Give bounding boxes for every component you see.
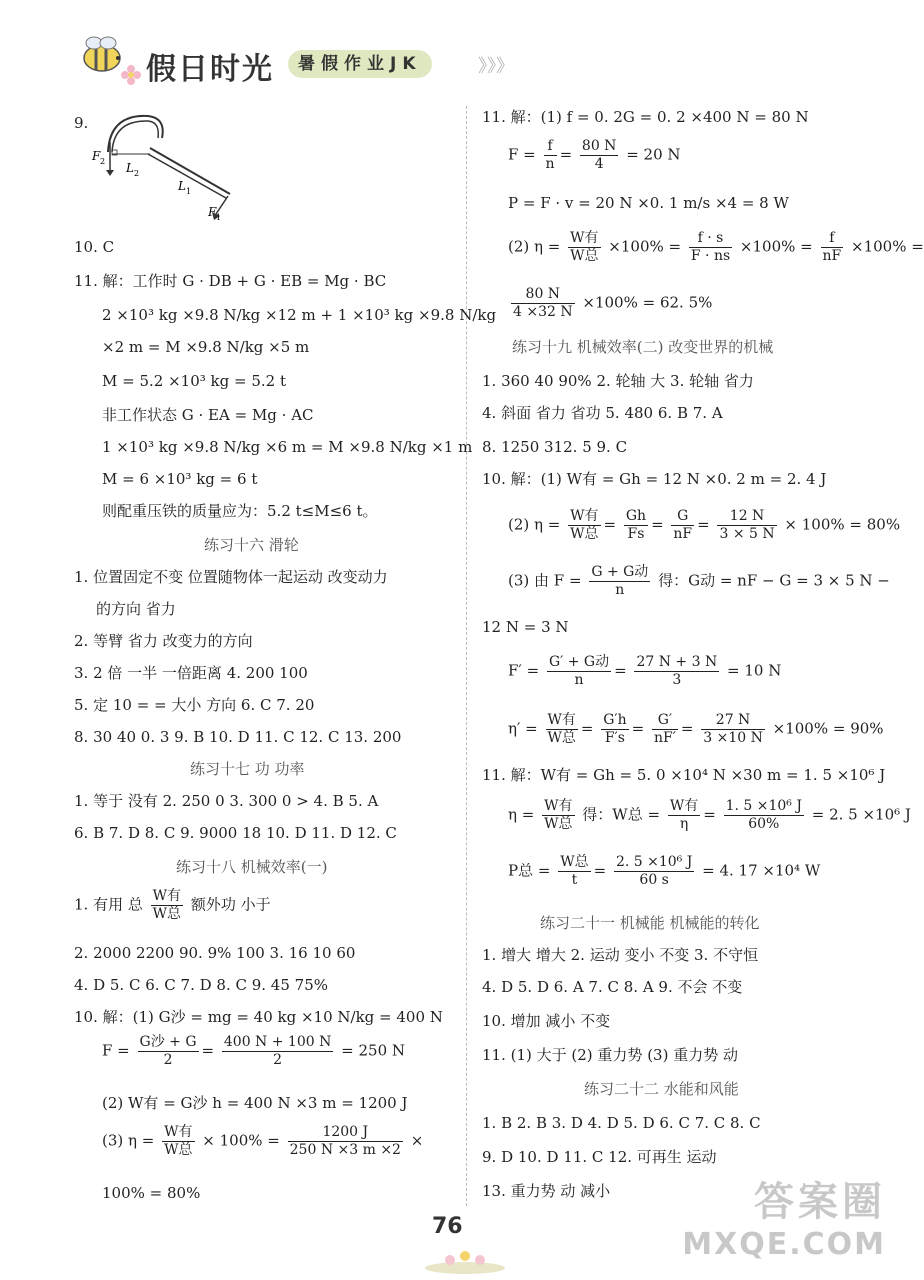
- denominator: η: [679, 816, 689, 832]
- s19-new-efficiency-equation: η′ = $\frac{\text{W有}}{\text{W总}}$ = $\frac{G'h}{F's}$ = $\frac{G'}{nF'}$ = $\frac{27 N}{3 \times 10 N}$ ×100% = 90%: [508, 712, 884, 746]
- answer-11-line5: 非工作状态 G · EA = Mg · AC: [102, 406, 314, 424]
- fraction: [288, 1124, 403, 1159]
- eq-middle: 得：W总 =: [582, 805, 661, 824]
- numerator: 2. 5 ×10⁶ J: [615, 854, 693, 870]
- denominator: n: [545, 156, 555, 172]
- page-header: [70, 30, 530, 100]
- s22-answer-13: 13. 重力势 动 减小: [482, 1182, 611, 1200]
- fraction: [671, 508, 694, 543]
- l2-sub: 2: [134, 169, 140, 178]
- numerator: 80 N: [581, 138, 617, 154]
- s17-answer-6: 6. B 7. D 8. C 9. 9000 18 10. D 11. D 12. C: [74, 824, 397, 842]
- book-title: 假日时光: [146, 52, 274, 87]
- denominator: nF′: [653, 730, 676, 746]
- flower-icon: [120, 64, 142, 86]
- s19-efficiency-equation: (2) η = $\frac{\text{W有}}{\text{W总}}$ = $\frac{Gh}{Fs}$ = $\frac{G}{nF}$ = $\frac{12 N}{3 \times 5 N}$ × 100% = 80%: [508, 508, 901, 542]
- numerator: G′h: [603, 712, 627, 728]
- answer-11-line4: M = 5.2 ×10³ kg = 5.2 t: [102, 372, 286, 390]
- s17-answer-1: 1. 等于 没有 2. 250 0 3. 300 0 > 4. B 5. A: [74, 792, 379, 810]
- eq-suffix: ×100% = 90%: [772, 719, 884, 738]
- eq-suffix: ×: [410, 1131, 424, 1150]
- answer-11-line7: M = 6 ×10³ kg = 6 t: [102, 470, 258, 488]
- eq-suffix: ×100% = 62. 5%: [582, 293, 713, 312]
- numerator: 27 N + 3 N: [636, 654, 718, 670]
- s18-answer-10: 10. 解：(1) G沙 = mg = 40 kg ×10 N/kg = 400 N: [74, 1008, 443, 1026]
- denominator: 3 × 5 N: [719, 526, 775, 542]
- watermark-line2: MXQE.COM: [682, 1227, 886, 1262]
- page-number: 76: [432, 1214, 463, 1239]
- watermark-line1: 答案圈: [754, 1179, 886, 1225]
- s19-answer-8: 8. 1250 312. 5 9. C: [482, 438, 628, 456]
- denominator: nF: [673, 526, 693, 542]
- fraction: [614, 854, 694, 889]
- s18-answer-1-text: 1. 有用 总: [74, 895, 143, 914]
- denominator: W总: [570, 526, 599, 542]
- s21-answer-10: 10. 增加 减小 不变: [482, 1012, 611, 1030]
- s21-answer-4: 4. D 5. D 6. A 7. C 8. A 9. 不会 不变: [482, 978, 743, 996]
- s18-answer-1: [74, 888, 271, 923]
- numerator: W有: [669, 798, 699, 814]
- eq-suffix: = 20 N: [626, 145, 681, 164]
- denominator: 250 N ×3 m ×2: [289, 1142, 401, 1158]
- denominator: 3: [672, 672, 682, 688]
- denominator: t: [571, 872, 578, 888]
- book-subtitle: 暑假作业JK: [288, 50, 432, 78]
- eq-suffix: = 10 N: [727, 661, 782, 680]
- numerator: W有: [152, 888, 182, 904]
- denominator: nF: [822, 248, 842, 264]
- fraction: [511, 286, 575, 321]
- fraction: [634, 654, 719, 689]
- numerator: G + G动: [591, 564, 649, 580]
- fraction: [580, 138, 619, 173]
- section-18-title: 练习十八 机械效率(一): [176, 858, 328, 876]
- fraction: [544, 138, 557, 173]
- eq-prefix: F =: [508, 145, 536, 164]
- numerator: f: [821, 230, 844, 248]
- fraction: [547, 654, 611, 689]
- denominator: 60%: [748, 816, 780, 832]
- column-divider: [466, 106, 467, 1206]
- question-9-label: 9.: [74, 114, 89, 132]
- numerator: W有: [544, 798, 573, 814]
- l1-sub: 1: [186, 187, 192, 196]
- fraction: [624, 508, 648, 543]
- s19-answer-10: 10. 解：(1) W有 = Gh = 12 N ×0. 2 m = 2. 4 J: [482, 470, 827, 488]
- r11-efficiency-result: [508, 286, 712, 321]
- numerator: 80 N: [511, 286, 575, 304]
- numerator: 400 N + 100 N: [223, 1034, 332, 1050]
- eq-suffix: = 4. 17 ×10⁴ W: [702, 861, 821, 880]
- s19-part3-equation: [508, 564, 890, 599]
- s16-answer-3: 3. 2 倍 一半 一倍距离 4. 200 100: [74, 664, 308, 682]
- r11-force-equation: F = $\frac{f}{n}$ = $\frac{80 N}{4}$ = 20 N: [508, 138, 681, 172]
- numerator: W有: [570, 230, 599, 246]
- s19-answer-4: 4. 斜面 省力 省功 5. 480 6. B 7. A: [482, 404, 723, 422]
- denominator: W总: [547, 730, 576, 746]
- f2-sub: 2: [100, 157, 106, 166]
- s16-answer-8: 8. 30 40 0. 3 9. B 10. D 11. C 12. C 13. 200: [74, 728, 402, 746]
- fraction: [162, 1124, 194, 1159]
- r11-efficiency-equation: [508, 230, 924, 265]
- s22-answer-1: 1. B 2. B 3. D 4. D 5. D 6. C 7. C 8. C: [482, 1114, 761, 1132]
- fraction: [546, 712, 578, 747]
- section-21-title: 练习二十一 机械能 机械能的转化: [540, 914, 760, 932]
- watermark: [682, 1170, 886, 1262]
- eq-prefix: (3) η =: [102, 1131, 155, 1150]
- numerator: Gh: [625, 508, 647, 524]
- denominator: 2: [273, 1052, 283, 1068]
- f2-label: F: [92, 149, 101, 163]
- header-arrows: 》》》: [478, 56, 514, 77]
- eq-middle: ×100% =: [851, 237, 924, 256]
- section-22-title: 练习二十二 水能和风能: [584, 1080, 739, 1098]
- s19-answer-1: 1. 360 40 90% 2. 轮轴 大 3. 轮轴 省力: [482, 372, 754, 390]
- denominator: F · ns: [690, 248, 731, 264]
- eq-prefix: (2) η =: [508, 237, 561, 256]
- fraction: [652, 712, 678, 747]
- fraction: [717, 508, 776, 543]
- answer-11-line3: ×2 m = M ×9.8 N/kg ×5 m: [102, 338, 310, 356]
- fraction: [568, 230, 600, 265]
- f1-label: F: [208, 205, 217, 219]
- denominator: 60 s: [639, 872, 669, 888]
- eq-prefix: P总 =: [508, 861, 551, 880]
- denominator: W总: [570, 248, 599, 264]
- answer-11-line6: 1 ×10³ kg ×9.8 N/kg ×6 m = M ×9.8 N/kg ×1 m: [102, 438, 473, 456]
- answer-11-line2: 2 ×10³ kg ×9.8 N/kg ×12 m + 1 ×10³ kg ×9.8 N/kg: [102, 306, 497, 324]
- s20-power-equation: P总 = $\frac{\text{W总}}{t}$ = $\frac{\text{2. 5 ×10⁶ J}}{60 s}$ = 4. 17 ×10⁴ W: [508, 854, 821, 888]
- eq-prefix: (3) 由 F =: [508, 571, 582, 590]
- numerator: 27 N: [701, 712, 765, 730]
- numerator: f: [544, 138, 557, 156]
- lever-diagram: [88, 112, 258, 222]
- s18-answer-2: 2. 2000 2200 90. 9% 100 3. 16 10 60: [74, 944, 356, 962]
- answer-10: 10. C: [74, 238, 115, 256]
- eq-suffix: × 100% = 80%: [784, 515, 901, 534]
- eq-prefix: η =: [508, 805, 535, 824]
- eq-prefix: F′ =: [508, 661, 540, 680]
- denominator: W总: [164, 1142, 193, 1158]
- s18-answer-1-tail: 额外功 小于: [190, 895, 271, 914]
- r11-power-equation: P = F · v = 20 N ×0. 1 m/s ×4 = 8 W: [508, 194, 789, 212]
- fraction: [701, 712, 765, 747]
- s18-efficiency-result: 100% = 80%: [102, 1184, 201, 1202]
- s19-part3-result: 12 N = 3 N: [482, 618, 569, 636]
- fraction: [689, 230, 732, 265]
- s16-answer-2: 2. 等臂 省力 改变力的方向: [74, 632, 253, 650]
- denominator: 4 ×32 N: [513, 304, 573, 320]
- answer-11-line8: 则配重压铁的质量应为：5.2 t≤M≤6 t。: [102, 502, 378, 520]
- r11-line1: 11. 解：(1) f = 0. 2G = 0. 2 ×400 N = 80 N: [482, 108, 809, 126]
- s21-answer-11: 11. (1) 大于 (2) 重力势 (3) 重力势 动: [482, 1046, 738, 1064]
- numerator: 1200 J: [288, 1124, 403, 1142]
- eq-suffix: 得：G动 = nF − G = 3 × 5 N −: [658, 571, 890, 590]
- fraction: [589, 564, 650, 599]
- numerator: f · s: [689, 230, 732, 248]
- eq-middle: ×100% =: [608, 237, 682, 256]
- fraction: [668, 798, 700, 833]
- fraction: [601, 712, 628, 747]
- eq-suffix: = 2. 5 ×10⁶ J: [811, 805, 911, 824]
- s21-answer-1: 1. 增大 增大 2. 运动 变小 不变 3. 不守恒: [482, 946, 759, 964]
- fraction: [138, 1034, 199, 1069]
- footer-decoration-icon: [420, 1244, 510, 1274]
- section-19-title: 练习十九 机械效率(二) 改变世界的机械: [512, 338, 774, 356]
- numerator: 12 N: [717, 508, 776, 526]
- f1-sub: 1: [216, 213, 222, 222]
- fraction: [558, 854, 590, 889]
- eq-middle: × 100% =: [202, 1131, 280, 1150]
- numerator: W有: [164, 1124, 193, 1140]
- denominator: 2: [163, 1052, 173, 1068]
- eq-suffix: = 250 N: [341, 1041, 406, 1060]
- s16-answer-5: 5. 定 10 = = 大小 方向 6. C 7. 20: [74, 696, 315, 714]
- eq-prefix: F =: [102, 1041, 130, 1060]
- fraction: [568, 508, 600, 543]
- fraction: [724, 798, 804, 833]
- s18-fraction: [151, 888, 183, 923]
- s22-answer-9: 9. D 10. D 11. C 12. 可再生 运动: [482, 1148, 717, 1166]
- numerator: W有: [570, 508, 599, 524]
- denominator: 3 ×10 N: [703, 730, 763, 746]
- denominator: n: [574, 672, 584, 688]
- s16-answer-1b: 的方向 省力: [96, 600, 176, 618]
- numerator: G′: [652, 712, 678, 730]
- numerator: G: [671, 508, 694, 526]
- s16-answer-1a: 1. 位置固定不变 位置随物体一起运动 改变动力: [74, 568, 388, 586]
- eq-middle: ×100% =: [739, 237, 813, 256]
- s20-answer-11: 11. 解：W有 = Gh = 5. 0 ×10⁴ N ×30 m = 1. 5 ×10⁶ J: [482, 766, 886, 784]
- fraction: [542, 798, 574, 833]
- eq-prefix: η′ =: [508, 719, 538, 738]
- numerator: G沙 + G: [139, 1034, 197, 1050]
- s18-force-equation: F = $\frac{\text{G沙 + G}}{2}$ = $\frac{400 N + 100 N}{2}$ = 250 N: [102, 1034, 406, 1068]
- denominator: 4: [594, 156, 604, 172]
- eq-prefix: (2) η =: [508, 515, 561, 534]
- denominator: Fs: [627, 526, 645, 542]
- s20-efficiency-equation: η = $\frac{\text{W有}}{\text{W总}}$ 得：W总 = $\frac{\text{W有}}{\eta}$ = $\frac{\text{1. 5 ×10⁶ J}}{60\%}$ = 2. 5 ×10⁶ J: [508, 798, 911, 832]
- numerator: 1. 5 ×10⁶ J: [725, 798, 802, 814]
- denominator: W总: [544, 816, 573, 832]
- s18-work-equation: (2) W有 = G沙 h = 400 N ×3 m = 1200 J: [102, 1094, 408, 1112]
- s18-answer-4: 4. D 5. C 6. C 7. D 8. C 9. 45 75%: [74, 976, 328, 994]
- numerator: W有: [547, 712, 576, 728]
- fraction: [222, 1034, 333, 1069]
- s18-efficiency-equation: [102, 1124, 423, 1159]
- l1-label: L: [178, 179, 186, 193]
- denominator: W总: [152, 906, 182, 922]
- section-17-title: 练习十七 功 功率: [190, 760, 305, 778]
- numerator: G′ + G动: [548, 654, 610, 670]
- answer-11-head: 11. 解：工作时 G · DB + G · EB = Mg · BC: [74, 272, 387, 290]
- denominator: F′s: [604, 730, 625, 746]
- section-16-title: 练习十六 滑轮: [204, 536, 299, 554]
- numerator: W总: [560, 854, 589, 870]
- s19-new-force-equation: F′ = $\frac{\text{G′ + G动}}{n}$ = $\frac{27 N + 3 N}{3}$ = 10 N: [508, 654, 782, 688]
- denominator: n: [615, 582, 625, 598]
- fraction: [821, 230, 844, 265]
- l2-label: L: [126, 161, 134, 175]
